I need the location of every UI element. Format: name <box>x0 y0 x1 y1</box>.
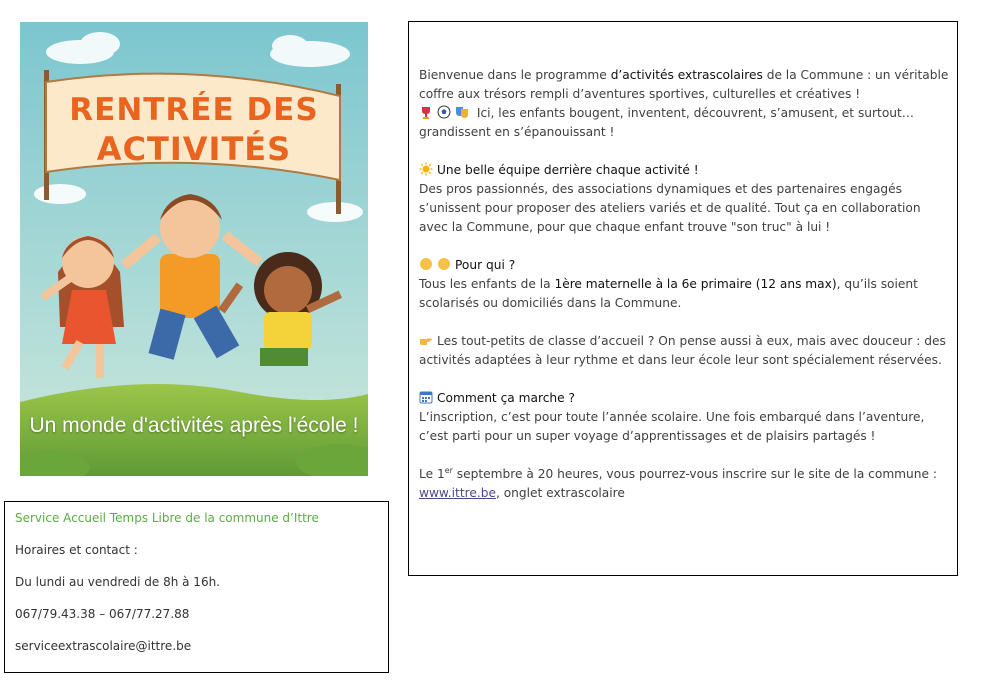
banner-title-line2: ACTIVITÉS <box>96 130 292 168</box>
soccer-ball-icon <box>437 105 451 119</box>
description-text-box <box>408 21 958 576</box>
contact-email: serviceextrascolaire@ittre.be <box>15 639 192 653</box>
intro-text-cont: de la Commune : un véritable coffre aux trésors rempli d’aventures sportives, culturelles et créatives ! <box>419 68 949 101</box>
who-text-cont: , qu’ils soient scolarisés ou domiciliés dans la Commune. <box>419 277 918 310</box>
service-title: Service Accueil Temps Libre de la commune d’Ittre <box>15 511 319 525</box>
small-children-body: Les tout-petits de classe d’accueil ? On pense aussi à eux, mais avec douceur : des activités adaptées à leur rythme et dans leur école leur sont spécialement réservées. <box>419 334 946 367</box>
calendar-icon <box>419 390 433 404</box>
trophy-icon <box>419 105 433 119</box>
how-paragraph <box>419 389 949 446</box>
contact-info-box <box>4 501 389 673</box>
pointing-hand-icon <box>419 333 433 347</box>
who-heading: Pour qui ? <box>455 258 516 272</box>
poster-caption: Un monde d'activités après l'école ! <box>29 414 359 437</box>
sun-icon <box>419 162 433 176</box>
intro-text-end: Ici, les enfants bougent, inventent, découvrent, s’amusent, et surtout… grandissent en s’épanouissant ! <box>419 106 914 139</box>
poster-illustration <box>20 22 368 476</box>
intro-highlight: d’activités extrascolaires <box>610 68 763 82</box>
registration-paragraph <box>419 465 949 503</box>
website-link[interactable]: www.ittre.be <box>419 486 496 500</box>
registration-text: Le 1 <box>419 467 445 481</box>
ordinal-superscript: er <box>444 465 453 475</box>
phone-numbers: 067/79.43.38 – 067/77.27.88 <box>15 607 190 621</box>
how-heading: Comment ça marche ? <box>437 391 575 405</box>
theater-masks-icon <box>455 105 469 119</box>
how-body: L’inscription, c’est pour toute l’année scolaire. Une fois embarqué dans l’aventure, c’est parti pour un super voyage d’apprentissages et de plaisirs partagés ! <box>419 410 925 443</box>
intro-paragraph <box>419 66 949 142</box>
child-icon <box>437 257 451 271</box>
who-highlight: 1ère maternelle à la 6e primaire (12 ans max) <box>554 277 837 291</box>
registration-text-end: , onglet extrascolaire <box>495 486 625 500</box>
poster-image <box>20 22 368 476</box>
team-body: Des pros passionnés, des associations dynamiques et des partenaires engagés s’unissent pour proposer des ateliers variés et de qualité. Tout ça en collaboration avec la Commune, pour que chaque enfant trouve "son truc" à lui ! <box>419 182 921 234</box>
hours-label: Horaires et contact : <box>15 543 138 557</box>
child-icon <box>419 257 433 271</box>
who-text: Tous les enfants de la <box>419 277 555 291</box>
small-children-paragraph <box>419 332 949 370</box>
team-heading: Une belle équipe derrière chaque activité ! <box>437 163 699 177</box>
registration-text-cont: septembre à 20 heures, vous pourrez-vous inscrire sur le site de la commune : <box>452 467 937 481</box>
opening-hours: Du lundi au vendredi de 8h à 16h. <box>15 575 220 589</box>
intro-text: Bienvenue dans le programme <box>419 68 611 82</box>
banner-title-line1: RENTRÉE DES <box>69 92 319 128</box>
who-paragraph <box>419 256 949 313</box>
team-paragraph <box>419 161 949 237</box>
